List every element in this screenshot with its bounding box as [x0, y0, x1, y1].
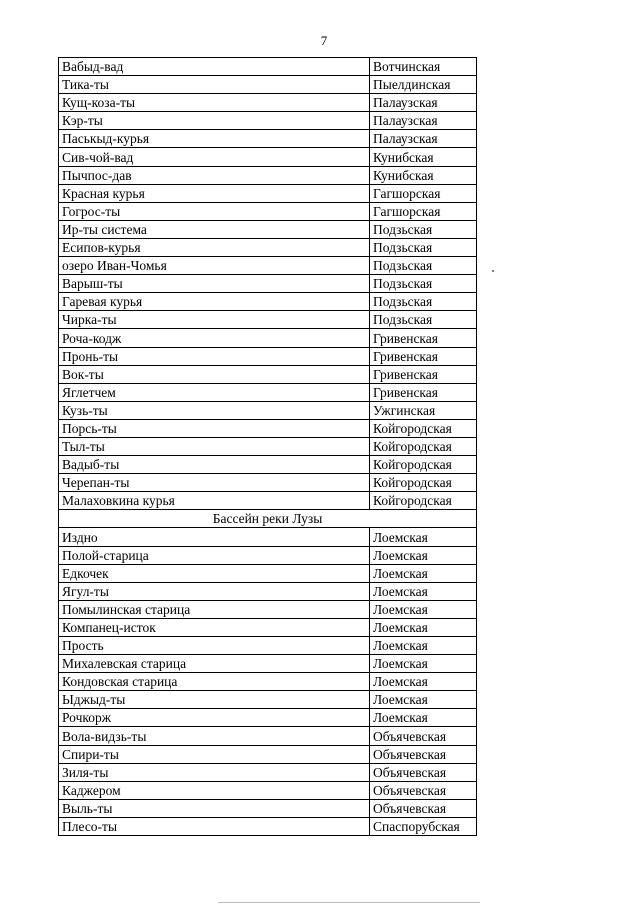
table-row	[59, 745, 477, 763]
table-row	[59, 184, 477, 202]
settlement-name: Объячевская	[370, 763, 477, 781]
settlement-name: Палаузская	[370, 130, 477, 148]
settlement-name: Лоемская	[370, 546, 477, 564]
scan-speck	[492, 270, 494, 272]
water-body-name: Помылинская старица	[59, 600, 370, 618]
water-body-name: Есипов-курья	[59, 238, 370, 256]
settlement-name: Подзьская	[370, 293, 477, 311]
settlement-name: Лоемская	[370, 618, 477, 636]
water-body-name: Порсь-ты	[59, 419, 370, 437]
water-body-name: Кущ-коза-ты	[59, 94, 370, 112]
settlement-name: Гривенская	[370, 383, 477, 401]
section-header-row	[59, 510, 477, 528]
water-body-name: Каджером	[59, 781, 370, 799]
settlement-name: Лоемская	[370, 528, 477, 546]
table-row	[59, 456, 477, 474]
settlement-name: Гагшорская	[370, 202, 477, 220]
settlement-name: Лоемская	[370, 637, 477, 655]
water-body-name: Роча-кодж	[59, 329, 370, 347]
water-body-name: Паськыд-курья	[59, 130, 370, 148]
table-row	[59, 257, 477, 275]
water-body-name: Кузь-ты	[59, 401, 370, 419]
settlement-name: Лоемская	[370, 709, 477, 727]
water-body-name: Тыл-ты	[59, 437, 370, 455]
water-body-name: Сив-чой-вад	[59, 148, 370, 166]
water-body-name: Красная курья	[59, 184, 370, 202]
settlement-name: Лоемская	[370, 673, 477, 691]
water-body-name: Вадыб-ты	[59, 456, 370, 474]
water-body-name: Издно	[59, 528, 370, 546]
settlement-name: Лоемская	[370, 582, 477, 600]
water-body-name: Пычпос-дав	[59, 166, 370, 184]
settlement-name: Ужгинская	[370, 401, 477, 419]
settlement-name: Лоемская	[370, 691, 477, 709]
water-body-name: Ир-ты система	[59, 220, 370, 238]
table-row	[59, 275, 477, 293]
water-body-name: Едкочек	[59, 564, 370, 582]
water-body-name: Кондовская старица	[59, 673, 370, 691]
water-body-name: Варыш-ты	[59, 275, 370, 293]
page-number: 7	[320, 33, 328, 48]
table-row	[59, 564, 477, 582]
table-row	[59, 148, 477, 166]
table-row	[59, 347, 477, 365]
water-body-name: Гогрос-ты	[59, 202, 370, 220]
water-body-name: Компанец-исток	[59, 618, 370, 636]
table-row	[59, 655, 477, 673]
table-row	[59, 166, 477, 184]
water-body-name: Ягул-ты	[59, 582, 370, 600]
water-body-name: Ыджыд-ты	[59, 691, 370, 709]
table-row	[59, 94, 477, 112]
settlement-name: Койгородская	[370, 437, 477, 455]
settlement-name: Подзьская	[370, 238, 477, 256]
water-bodies-table	[58, 57, 477, 836]
table-row	[59, 419, 477, 437]
table-group-1	[59, 58, 477, 510]
table-row	[59, 293, 477, 311]
settlement-name: Лоемская	[370, 564, 477, 582]
table-row	[59, 383, 477, 401]
settlement-name: Койгородская	[370, 474, 477, 492]
settlement-name: Подзьская	[370, 311, 477, 329]
table-row	[59, 727, 477, 745]
table-row	[59, 709, 477, 727]
water-body-name: Чирка-ты	[59, 311, 370, 329]
table-row	[59, 238, 477, 256]
water-body-name: Яглетчем	[59, 383, 370, 401]
settlement-name: Объячевская	[370, 727, 477, 745]
table-group-2	[59, 528, 477, 836]
settlement-name: Лоемская	[370, 655, 477, 673]
settlement-name: Кунибская	[370, 166, 477, 184]
water-body-name: Черепан-ты	[59, 474, 370, 492]
settlement-name: Койгородская	[370, 419, 477, 437]
settlement-name: Объячевская	[370, 799, 477, 817]
table-row	[59, 311, 477, 329]
table-row	[59, 401, 477, 419]
water-body-name: Вола-видзь-ты	[59, 727, 370, 745]
table-row	[59, 58, 477, 76]
settlement-name: Палаузская	[370, 112, 477, 130]
settlement-name: Объячевская	[370, 781, 477, 799]
table-row	[59, 546, 477, 564]
table-row	[59, 528, 477, 546]
table-row	[59, 600, 477, 618]
table-row	[59, 437, 477, 455]
water-body-name: Вабыд-вад	[59, 58, 370, 76]
bottom-edge-line	[218, 902, 480, 903]
table-row	[59, 799, 477, 817]
water-body-name: Кэр-ты	[59, 112, 370, 130]
table-row	[59, 781, 477, 799]
water-body-name: озеро Иван-Чомья	[59, 257, 370, 275]
settlement-name: Койгородская	[370, 492, 477, 510]
settlement-name: Койгородская	[370, 456, 477, 474]
table-row	[59, 365, 477, 383]
water-body-name: Пронь-ты	[59, 347, 370, 365]
table-row	[59, 763, 477, 781]
water-body-name: Вок-ты	[59, 365, 370, 383]
table-row	[59, 582, 477, 600]
table-row	[59, 130, 477, 148]
settlement-name: Подзьская	[370, 275, 477, 293]
settlement-name: Палаузская	[370, 94, 477, 112]
table-row	[59, 329, 477, 347]
settlement-name: Спаспорубская	[370, 817, 477, 835]
settlement-name: Пыелдинская	[370, 76, 477, 94]
settlement-name: Подзьская	[370, 257, 477, 275]
water-body-name: Зиля-ты	[59, 763, 370, 781]
table-row	[59, 637, 477, 655]
table-row	[59, 202, 477, 220]
settlement-name: Гривенская	[370, 329, 477, 347]
settlement-name: Гривенская	[370, 365, 477, 383]
table-row	[59, 492, 477, 510]
settlement-name: Лоемская	[370, 600, 477, 618]
settlement-name: Кунибская	[370, 148, 477, 166]
water-body-name: Прость	[59, 637, 370, 655]
table-row	[59, 474, 477, 492]
settlement-name: Вотчинская	[370, 58, 477, 76]
water-body-name: Тика-ты	[59, 76, 370, 94]
water-body-name: Михалевская старица	[59, 655, 370, 673]
table-row	[59, 673, 477, 691]
section-header-group	[59, 510, 477, 528]
water-body-name: Малаховкина курья	[59, 492, 370, 510]
settlement-name: Подзьская	[370, 220, 477, 238]
water-body-name: Гаревая курья	[59, 293, 370, 311]
settlement-name: Объячевская	[370, 745, 477, 763]
table-row	[59, 618, 477, 636]
table-row	[59, 112, 477, 130]
table-row	[59, 220, 477, 238]
water-body-name: Рочкорж	[59, 709, 370, 727]
settlement-name: Гривенская	[370, 347, 477, 365]
settlement-name: Гагшорская	[370, 184, 477, 202]
water-body-name: Спири-ты	[59, 745, 370, 763]
water-body-name: Выль-ты	[59, 799, 370, 817]
water-body-name: Полой-старица	[59, 546, 370, 564]
section-title: Бассейн реки Лузы	[59, 510, 477, 528]
table-row	[59, 817, 477, 835]
table-row	[59, 691, 477, 709]
water-body-name: Плесо-ты	[59, 817, 370, 835]
table-row	[59, 76, 477, 94]
